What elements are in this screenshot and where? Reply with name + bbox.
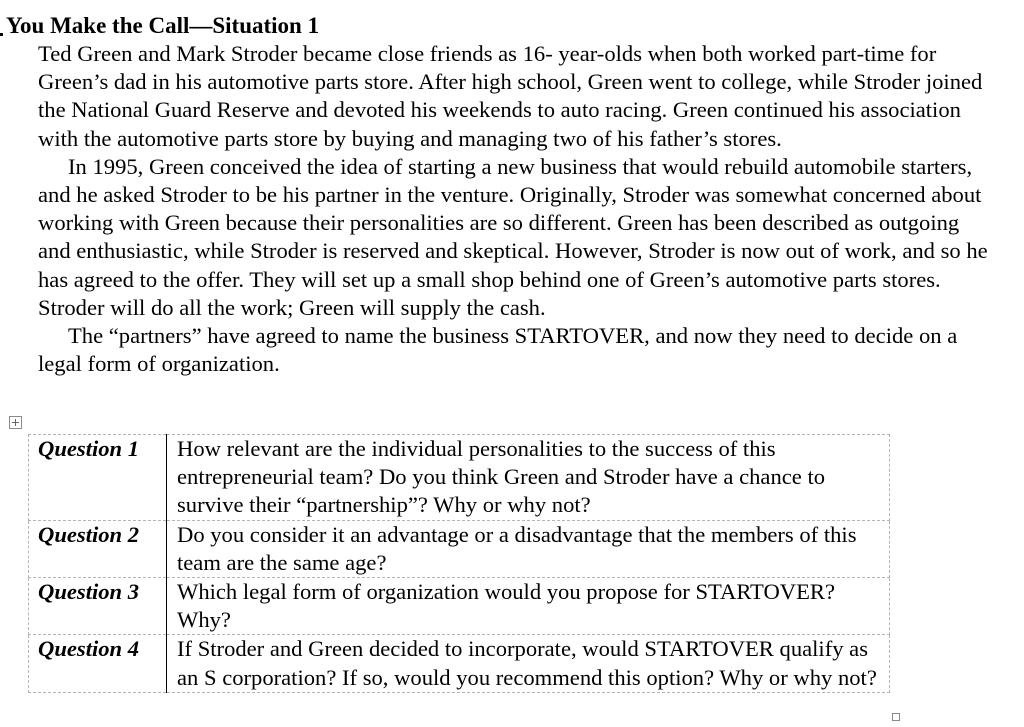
resize-handle-icon[interactable] (892, 713, 900, 721)
question-text: If Stroder and Green decided to incorporate, would STARTOVER qualify as an S corporation? If so, would you recommend this option? Why or why not? (167, 635, 890, 692)
paragraph-mark (0, 33, 3, 36)
question-text: Do you consider it an advantage or a disadvantage that the members of this team are the same age? (167, 520, 890, 577)
question-text: Which legal form of organization would you propose for STARTOVER? Why? (167, 578, 890, 635)
section-heading: You Make the Call—Situation 1 (6, 13, 320, 38)
paragraph-2: In 1995, Green conceived the idea of starting a new business that would rebuild automobile starters, and he asked Stroder to be his partner in the venture. Originally, Stroder was somewhat concerned about working with Green because their personalities are so different. Green has been described as outgoing and enthusiastic, while Stroder is reserved and skeptical. However, Stroder is now out of work, and so he has agreed to the offer. They will set up a small shop behind one of Green’s automotive parts stores. Stroder will do all the work; Green will supply the cash. (38, 153, 988, 320)
questions-table (28, 434, 890, 693)
case-narrative (38, 40, 996, 378)
question-text: How relevant are the individual personalities to the success of this entrepreneurial team? Do you think Green and Stroder have a chance to survive their “partnership”? Why or why not? (167, 435, 890, 521)
question-label: Question 1 (29, 435, 167, 521)
table-row (29, 578, 890, 635)
paragraph-1: Ted Green and Mark Stroder became close friends as 16- year-olds when both worked part-time for Green’s dad in his automotive parts store. After high school, Green went to college, while Stroder joined the National Guard Reserve and devoted his weekends to auto racing. Green continued his association with the automotive parts store by buying and managing two of his father’s stores. (38, 41, 983, 151)
table-row (29, 435, 890, 521)
question-label: Question 4 (29, 635, 167, 692)
question-label: Question 2 (29, 520, 167, 577)
question-label: Question 3 (29, 578, 167, 635)
table-row (29, 520, 890, 577)
paragraph-3: The “partners” have agreed to name the business STARTOVER, and now they need to decide on a legal form of organization. (38, 323, 958, 377)
move-handle-icon[interactable] (9, 416, 22, 429)
table-row (29, 635, 890, 692)
